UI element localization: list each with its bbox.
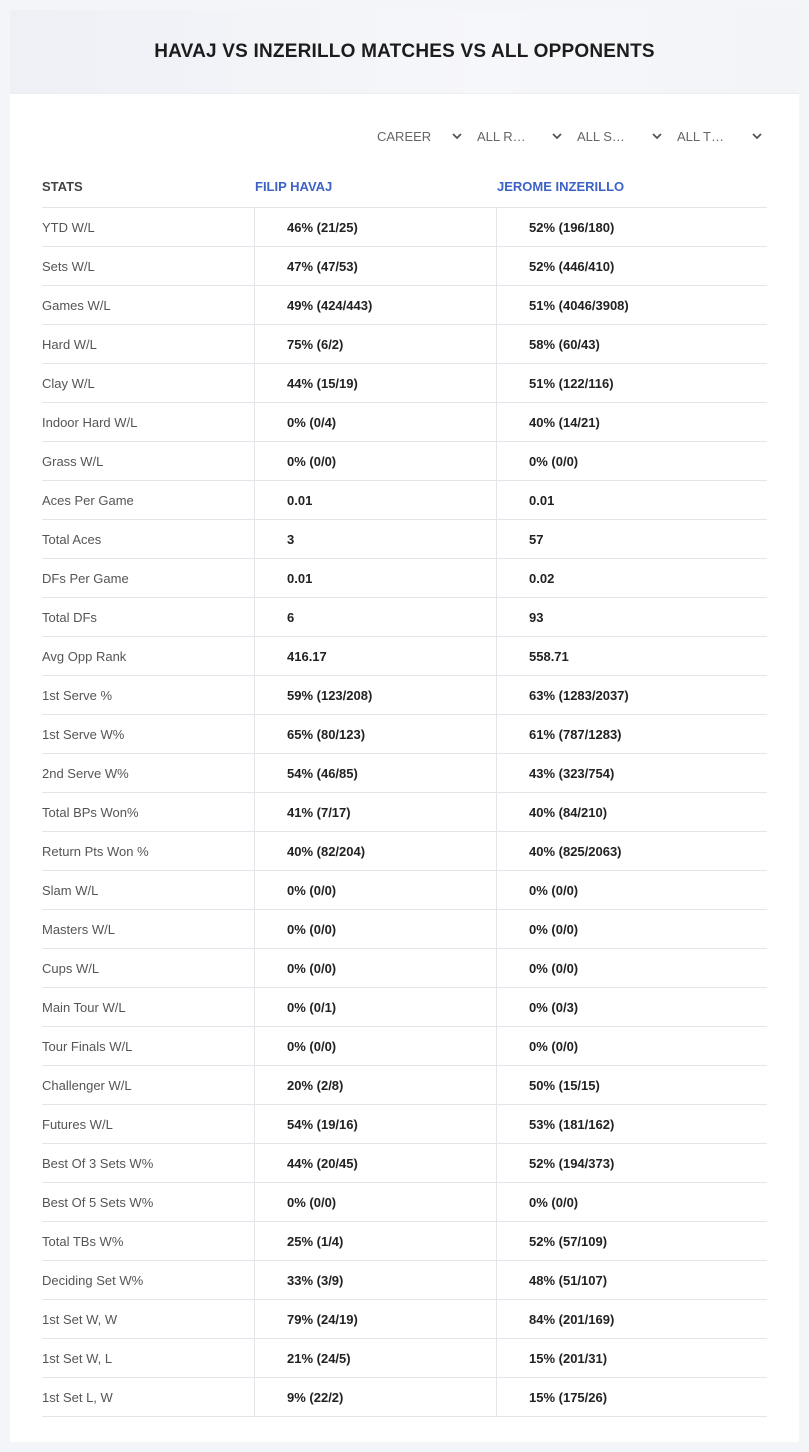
stat-label: Total TBs W% (42, 1222, 255, 1260)
table-header (42, 166, 767, 208)
player2-stat-value: 0.02 (529, 570, 555, 586)
player2-stat-value: 40% (84/210) (529, 804, 608, 820)
stat-label: Total BPs Won% (42, 793, 255, 831)
player2-stat-value: 15% (175/26) (529, 1389, 608, 1405)
filter-surface-select[interactable] (567, 126, 667, 146)
player2-stat-value: 0% (0/0) (529, 453, 579, 469)
player1-stat-value: 75% (6/2) (255, 325, 497, 363)
player2-stat-value: 57 (529, 531, 544, 547)
stat-label: Grass W/L (42, 442, 255, 480)
table-row (42, 1261, 767, 1300)
table-row (42, 793, 767, 832)
player1-stat-value: 25% (1/4) (255, 1222, 497, 1260)
stat-label: DFs Per Game (42, 559, 255, 597)
table-row (42, 637, 767, 676)
player1-stat-value: 59% (123/208) (255, 676, 497, 714)
player2-stat-value: 0% (0/0) (529, 960, 579, 976)
player1-stat-value: 0% (0/4) (255, 403, 497, 441)
table-row (42, 871, 767, 910)
card-header (10, 10, 799, 94)
table-row (42, 715, 767, 754)
player1-stat-value: 54% (19/16) (255, 1105, 497, 1143)
player2-stat-value: 0% (0/3) (529, 999, 579, 1015)
table-row (42, 676, 767, 715)
player2-stat-value: 15% (201/31) (529, 1350, 608, 1366)
player1-stat-value: 3 (255, 520, 497, 558)
table-row (42, 481, 767, 520)
table-row (42, 598, 767, 637)
player1-stat-value: 21% (24/5) (255, 1339, 497, 1377)
stat-label: YTD W/L (42, 208, 255, 246)
stat-label: Aces Per Game (42, 481, 255, 519)
filter-label: ALL S… (577, 128, 625, 144)
player2-stat-value: 40% (825/2063) (529, 843, 622, 859)
stat-label: Deciding Set W% (42, 1261, 255, 1299)
table-row (42, 1378, 767, 1417)
chevron-down-icon (551, 130, 563, 142)
chevron-down-icon (651, 130, 663, 142)
player1-stat-value: 0% (0/0) (255, 442, 497, 480)
table-row (42, 325, 767, 364)
table-row (42, 1105, 767, 1144)
stat-label: 1st Set L, W (42, 1378, 255, 1416)
player1-stat-value: 0% (0/0) (255, 871, 497, 909)
table-row (42, 364, 767, 403)
stat-label: Indoor Hard W/L (42, 403, 255, 441)
stat-label: Total Aces (42, 520, 255, 558)
stat-label: Challenger W/L (42, 1066, 255, 1104)
table-row (42, 832, 767, 871)
stat-label: Slam W/L (42, 871, 255, 909)
player1-stat-value: 9% (22/2) (255, 1378, 497, 1416)
player1-stat-value: 0% (0/0) (255, 1027, 497, 1065)
player2-stat-value: 52% (196/180) (529, 219, 615, 235)
stat-label: 1st Serve % (42, 676, 255, 714)
table-row (42, 1339, 767, 1378)
player1-stat-value: 0% (0/1) (255, 988, 497, 1026)
stats-table (42, 166, 767, 1417)
stat-label: Best Of 3 Sets W% (42, 1144, 255, 1182)
table-row (42, 1300, 767, 1339)
player1-stat-value: 44% (20/45) (255, 1144, 497, 1182)
table-row (42, 1222, 767, 1261)
player2-stat-value: 0% (0/0) (529, 1194, 579, 1210)
player1-stat-value: 33% (3/9) (255, 1261, 497, 1299)
player2-stat-value: 63% (1283/2037) (529, 687, 629, 703)
player1-stat-value: 0% (0/0) (255, 1183, 497, 1221)
stat-label: Main Tour W/L (42, 988, 255, 1026)
player1-stat-value: 0.01 (255, 481, 497, 519)
player2-stat-value: 558.71 (529, 648, 569, 664)
column-header-player1-link[interactable]: FILIP HAVAJ (255, 179, 333, 194)
chevron-down-icon (451, 130, 463, 142)
stat-label: Hard W/L (42, 325, 255, 363)
stat-label: 1st Set W, W (42, 1300, 255, 1338)
table-row (42, 1066, 767, 1105)
player2-stat-value: 52% (446/410) (529, 258, 615, 274)
table-row (42, 1183, 767, 1222)
player2-stat-value: 50% (15/15) (529, 1077, 600, 1093)
table-row (42, 442, 767, 481)
stat-label: Sets W/L (42, 247, 255, 285)
table-row (42, 1027, 767, 1066)
filter-round-select[interactable] (467, 126, 567, 146)
stat-label: Futures W/L (42, 1105, 255, 1143)
stat-label: 2nd Serve W% (42, 754, 255, 792)
filter-career-select[interactable] (367, 126, 467, 146)
player1-stat-value: 65% (80/123) (255, 715, 497, 753)
player1-stat-value: 47% (47/53) (255, 247, 497, 285)
player1-stat-value: 0.01 (255, 559, 497, 597)
player1-stat-value: 44% (15/19) (255, 364, 497, 402)
stat-label: Games W/L (42, 286, 255, 324)
player1-stat-value: 0% (0/0) (255, 949, 497, 987)
player1-stat-value: 54% (46/85) (255, 754, 497, 792)
table-row (42, 247, 767, 286)
filter-bar (367, 126, 767, 146)
stat-label: Clay W/L (42, 364, 255, 402)
stat-label: Avg Opp Rank (42, 637, 255, 675)
table-row (42, 559, 767, 598)
player2-stat-value: 53% (181/162) (529, 1116, 615, 1132)
player2-stat-value: 84% (201/169) (529, 1311, 615, 1327)
player2-stat-value: 51% (4046/3908) (529, 297, 629, 313)
table-row (42, 403, 767, 442)
table-row (42, 988, 767, 1027)
filter-label: CAREER (377, 128, 432, 144)
stat-label: Best Of 5 Sets W% (42, 1183, 255, 1221)
player1-stat-value: 6 (255, 598, 497, 636)
player1-stat-value: 416.17 (255, 637, 497, 675)
player1-stat-value: 49% (424/443) (255, 286, 497, 324)
player2-stat-value: 52% (57/109) (529, 1233, 608, 1249)
table-body (42, 208, 767, 1417)
stat-label: Cups W/L (42, 949, 255, 987)
table-row (42, 1144, 767, 1183)
stat-label: Masters W/L (42, 910, 255, 948)
player2-stat-value: 0.01 (529, 492, 555, 508)
player2-stat-value: 93 (529, 609, 544, 625)
player2-stat-value: 0% (0/0) (529, 1038, 579, 1054)
player2-stat-value: 0% (0/0) (529, 882, 579, 898)
table-row (42, 208, 767, 247)
filter-label: ALL R… (477, 128, 526, 144)
player2-stat-value: 0% (0/0) (529, 921, 579, 937)
chevron-down-icon (751, 130, 763, 142)
table-row (42, 520, 767, 559)
player1-stat-value: 46% (21/25) (255, 208, 497, 246)
player2-stat-value: 51% (122/116) (529, 375, 614, 391)
stat-label: 1st Set W, L (42, 1339, 255, 1377)
table-row (42, 949, 767, 988)
filter-tournament-select[interactable] (667, 126, 767, 146)
stat-label: Total DFs (42, 598, 255, 636)
player1-stat-value: 79% (24/19) (255, 1300, 497, 1338)
stat-label: Return Pts Won % (42, 832, 255, 870)
player2-stat-value: 61% (787/1283) (529, 726, 622, 742)
player2-stat-value: 40% (14/21) (529, 414, 600, 430)
column-header-player2-link[interactable]: JEROME INZERILLO (497, 179, 625, 194)
table-row (42, 910, 767, 949)
table-row (42, 286, 767, 325)
player2-stat-value: 43% (323/754) (529, 765, 615, 781)
table-row (42, 754, 767, 793)
player2-stat-value: 58% (60/43) (529, 336, 600, 352)
player2-stat-value: 52% (194/373) (529, 1155, 615, 1171)
stats-card (10, 10, 799, 1442)
player1-stat-value: 20% (2/8) (255, 1066, 497, 1104)
stat-label: Tour Finals W/L (42, 1027, 255, 1065)
player2-stat-value: 48% (51/107) (529, 1272, 608, 1288)
filter-label: ALL T… (677, 128, 724, 144)
player1-stat-value: 0% (0/0) (255, 910, 497, 948)
player1-stat-value: 41% (7/17) (255, 793, 497, 831)
stat-label: 1st Serve W% (42, 715, 255, 753)
page-title: HAVAJ VS INZERILLO MATCHES VS ALL OPPONENTS (154, 40, 655, 62)
column-header-stats: STATS (42, 179, 83, 194)
player1-stat-value: 40% (82/204) (255, 832, 497, 870)
